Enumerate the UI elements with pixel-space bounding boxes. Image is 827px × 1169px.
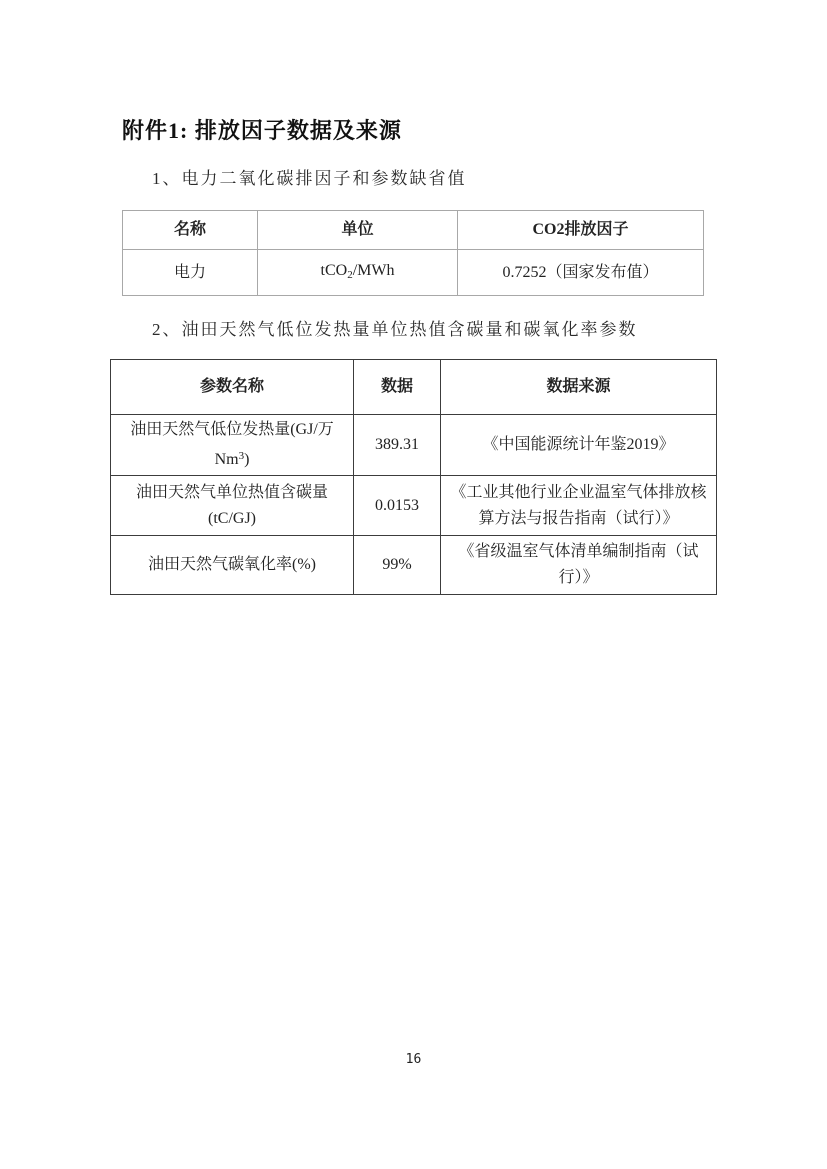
table-header-row [123, 211, 704, 250]
cell-factor: 0.7252（国家发布值） [458, 250, 704, 296]
cell-value: 99% [354, 536, 441, 595]
page-number: 16 [405, 1052, 422, 1067]
header-cell-data: 数据 [354, 360, 441, 415]
cell-param: 油田天然气低位发热量(GJ/万 Nm$^3$) [111, 415, 354, 476]
table-gas-parameters [110, 359, 717, 595]
section-label-1: 1、电力二氧化碳排因子和参数缺省值 [152, 169, 467, 188]
table-electricity-co2-factor [122, 210, 704, 296]
cell-source: 《中国能源统计年鉴2019》 [441, 415, 717, 476]
cell-value: 0.0153 [354, 476, 441, 536]
cell-unit: tCO$_2$/MWh [258, 250, 458, 296]
cell-param: 油田天然气碳氧化率(%) [111, 536, 354, 595]
header-cell-param-name: 参数名称 [111, 360, 354, 415]
cell-param: 油田天然气单位热值含碳量 (tC/GJ) [111, 476, 354, 536]
header-cell-unit: 单位 [258, 211, 458, 250]
cell-source: 《省级温室气体清单编制指南（试行）》 [441, 536, 717, 595]
table-row [123, 250, 704, 296]
table-row [111, 415, 717, 476]
table-row [111, 476, 717, 536]
header-cell-name: 名称 [123, 211, 258, 250]
table-header-row [111, 360, 717, 415]
section-label-2: 2、油田天然气低位发热量单位热值含碳量和碳氧化率参数 [152, 320, 638, 339]
header-cell-co2-factor: CO2排放因子 [458, 211, 704, 250]
table-row [111, 536, 717, 595]
cell-value: 389.31 [354, 415, 441, 476]
cell-name: 电力 [123, 250, 258, 296]
page-title: 附件1: 排放因子数据及来源 [122, 118, 402, 143]
header-cell-data-source: 数据来源 [441, 360, 717, 415]
cell-source: 《工业其他行业企业温室气体排放核算方法与报告指南（试行）》 [441, 476, 717, 536]
